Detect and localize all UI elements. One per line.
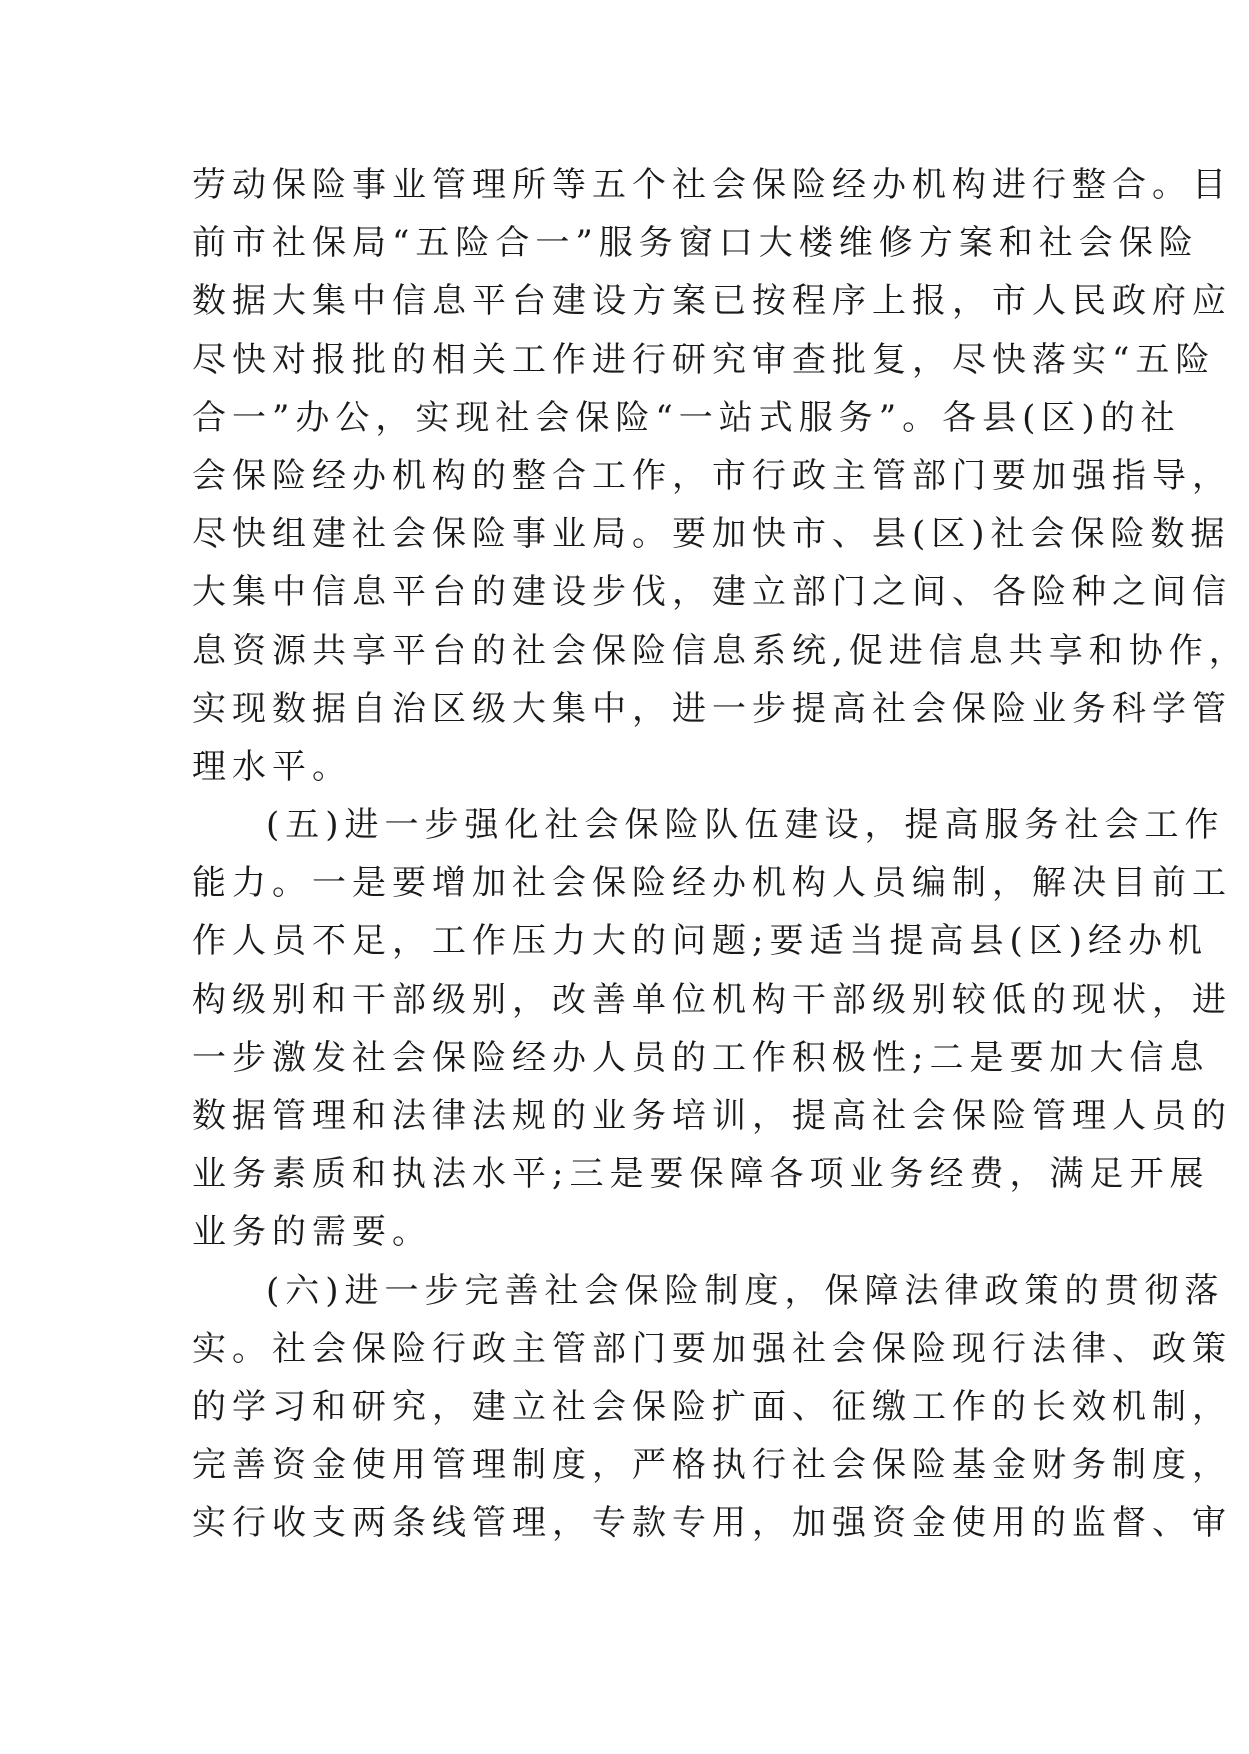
text-line: 业务的需要。 (192, 1212, 432, 1253)
text-line: 理水平。 (192, 746, 352, 787)
text-line: 作人员不足，工作压力大的问题;要适当提高县(区)经办机 (192, 921, 1208, 962)
text-line: 大集中信息平台的建设步伐，建立部门之间、各险种之间信 (192, 572, 1232, 613)
text-line: 合一”办公，实现社会保险“一站式服务”。各县(区)的社 (192, 397, 1181, 438)
text-line: 完善资金使用管理制度，严格执行社会保险基金财务制度， (192, 1445, 1232, 1486)
text-line: 数据大集中信息平台建设方案已按程序上报，市人民政府应 (192, 281, 1232, 322)
text-line: 会保险经办机构的整合工作，市行政主管部门要加强指导， (192, 455, 1232, 496)
text-line: 实现数据自治区级大集中，进一步提高社会保险业务科学管 (192, 688, 1232, 729)
text-line: 一步激发社会保险经办人员的工作积极性;二是要加大信息 (192, 1037, 1210, 1078)
text-line: 实行收支两条线管理，专款专用，加强资金使用的监督、审 (192, 1503, 1232, 1544)
text-line: 息资源共享平台的社会保险信息系统,促进信息共享和协作， (192, 630, 1249, 671)
text-line: 劳动保险事业管理所等五个社会保险经办机构进行整合。目 (192, 165, 1232, 205)
text-line: 构级别和干部级别，改善单位机构干部级别较低的现状，进 (192, 979, 1232, 1020)
text-line: 能力。一是要增加社会保险经办机构人员编制，解决目前工 (192, 863, 1232, 904)
text-line: 前市社保局“五险合一”服务窗口大楼维修方案和社会保险 (192, 223, 1199, 264)
text-line: 尽快组建社会保险事业局。要加快市、县(区)社会保险数据 (192, 514, 1231, 555)
text-line: 尽快对报批的相关工作进行研究审查批复，尽快落实“五险 (192, 339, 1216, 380)
text-line: 实。社会保险行政主管部门要加强社会保险现行法律、政策 (192, 1328, 1232, 1369)
text-line: 的学习和研究，建立社会保险扩面、征缴工作的长效机制， (192, 1386, 1232, 1427)
body-text (192, 156, 1249, 1553)
section-heading-line: (五)进一步强化社会保险队伍建设，提高服务社会工作 (266, 805, 1225, 846)
text-line: 业务素质和执法水平;三是要保障各项业务经费，满足开展 (192, 1154, 1210, 1195)
section-heading-line: (六)进一步完善社会保险制度，保障法律政策的贯彻落 (266, 1270, 1225, 1311)
text-line: 数据管理和法律法规的业务培训，提高社会保险管理人员的 (192, 1096, 1232, 1136)
